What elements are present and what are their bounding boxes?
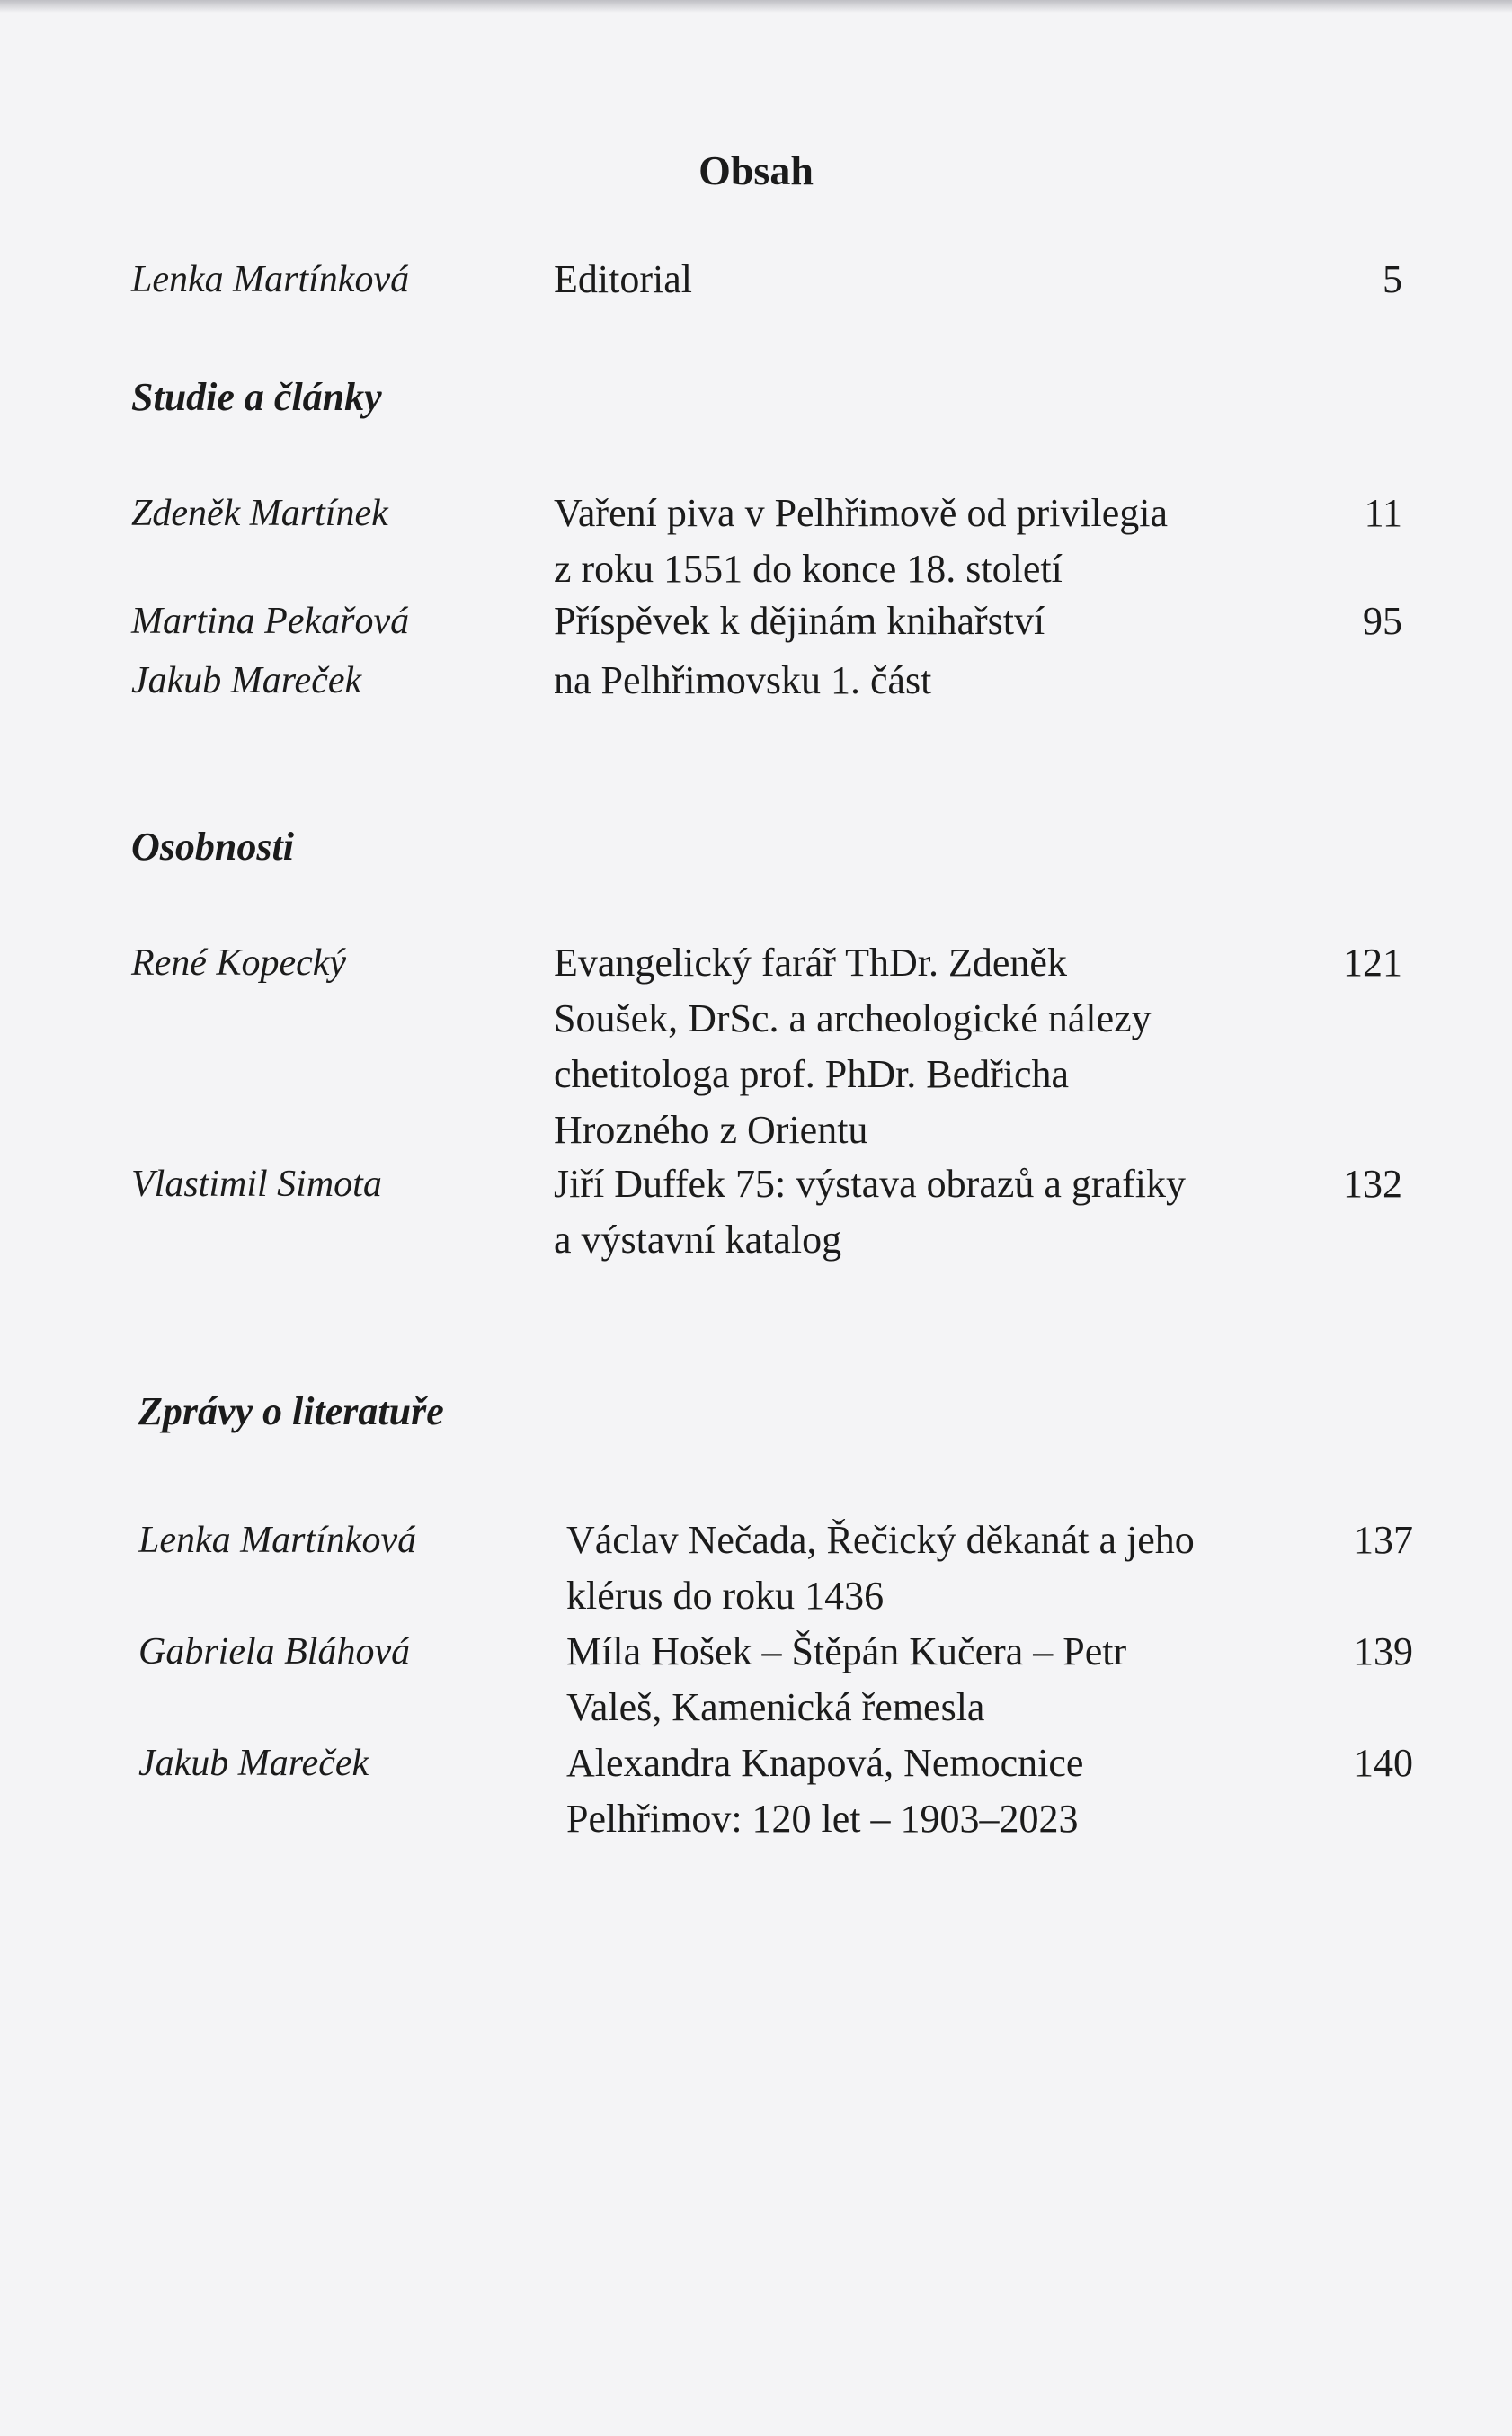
entry-title-continued: na Pelhřimovsku 1. část [554, 658, 932, 702]
entry-title: Jiří Duffek 75: výstava obrazů a grafiky [554, 1162, 1186, 1206]
section-heading-zpravy: Zprávy o literatuře [138, 1389, 444, 1433]
entry-author: Lenka Martínková [131, 259, 410, 300]
entry-page-number: 137 [1354, 1518, 1413, 1562]
entry-title: Vaření piva v Pelhřimově od privilegia [554, 491, 1169, 535]
entry-title-continued: Valeš, Kamenická řemesla [566, 1685, 985, 1729]
entry-title: Václav Nečada, Řečický děkanát a jeho [566, 1518, 1195, 1562]
entry-title: Příspěvek k dějinám knihařství [554, 599, 1045, 643]
entry-author: René Kopecký [131, 942, 347, 984]
entry-page-number: 95 [1363, 599, 1402, 643]
section-heading-osobnosti: Osobnosti [131, 825, 294, 869]
page-title: Obsah [698, 147, 814, 193]
entry-author: Gabriela Bláhová [138, 1631, 411, 1673]
entry-title: Míla Hošek – Štěpán Kučera – Petr [566, 1629, 1127, 1673]
entry-page-number: 5 [1383, 257, 1402, 301]
entry-author: Martina Pekařová [131, 601, 410, 642]
entry-author: Jakub Mareček [138, 1743, 369, 1784]
entry-title-continued: Soušek, DrSc. a archeologické nálezy [554, 996, 1152, 1040]
entry-page-number: 11 [1364, 491, 1402, 535]
page-top-edge [0, 0, 1512, 13]
section-heading-studie: Studie a články [131, 375, 382, 419]
entry-page-number: 139 [1354, 1629, 1413, 1673]
entry-title-continued: Pelhřimov: 120 let – 1903–2023 [566, 1797, 1079, 1841]
entry-author: Jakub Mareček [131, 660, 362, 701]
entry-author: Zdeněk Martínek [131, 493, 388, 534]
entry-page-number: 132 [1343, 1162, 1402, 1206]
entry-title: Editorial [554, 257, 692, 301]
entry-author: Vlastimil Simota [131, 1164, 382, 1205]
entry-title: Evangelický farář ThDr. Zdeněk [554, 941, 1067, 985]
entry-title-continued: Hrozného z Orientu [554, 1108, 868, 1152]
entry-page-number: 140 [1354, 1741, 1413, 1785]
entry-page-number: 121 [1343, 941, 1402, 985]
entry-author: Lenka Martínková [138, 1520, 417, 1561]
entry-title-continued: klérus do roku 1436 [566, 1574, 885, 1618]
entry-title: Alexandra Knapová, Nemocnice [566, 1741, 1084, 1785]
entry-title-continued: z roku 1551 do konce 18. století [554, 547, 1063, 591]
entry-title-continued: chetitologa prof. PhDr. Bedřicha [554, 1052, 1070, 1096]
entry-title-continued: a výstavní katalog [554, 1218, 842, 1262]
